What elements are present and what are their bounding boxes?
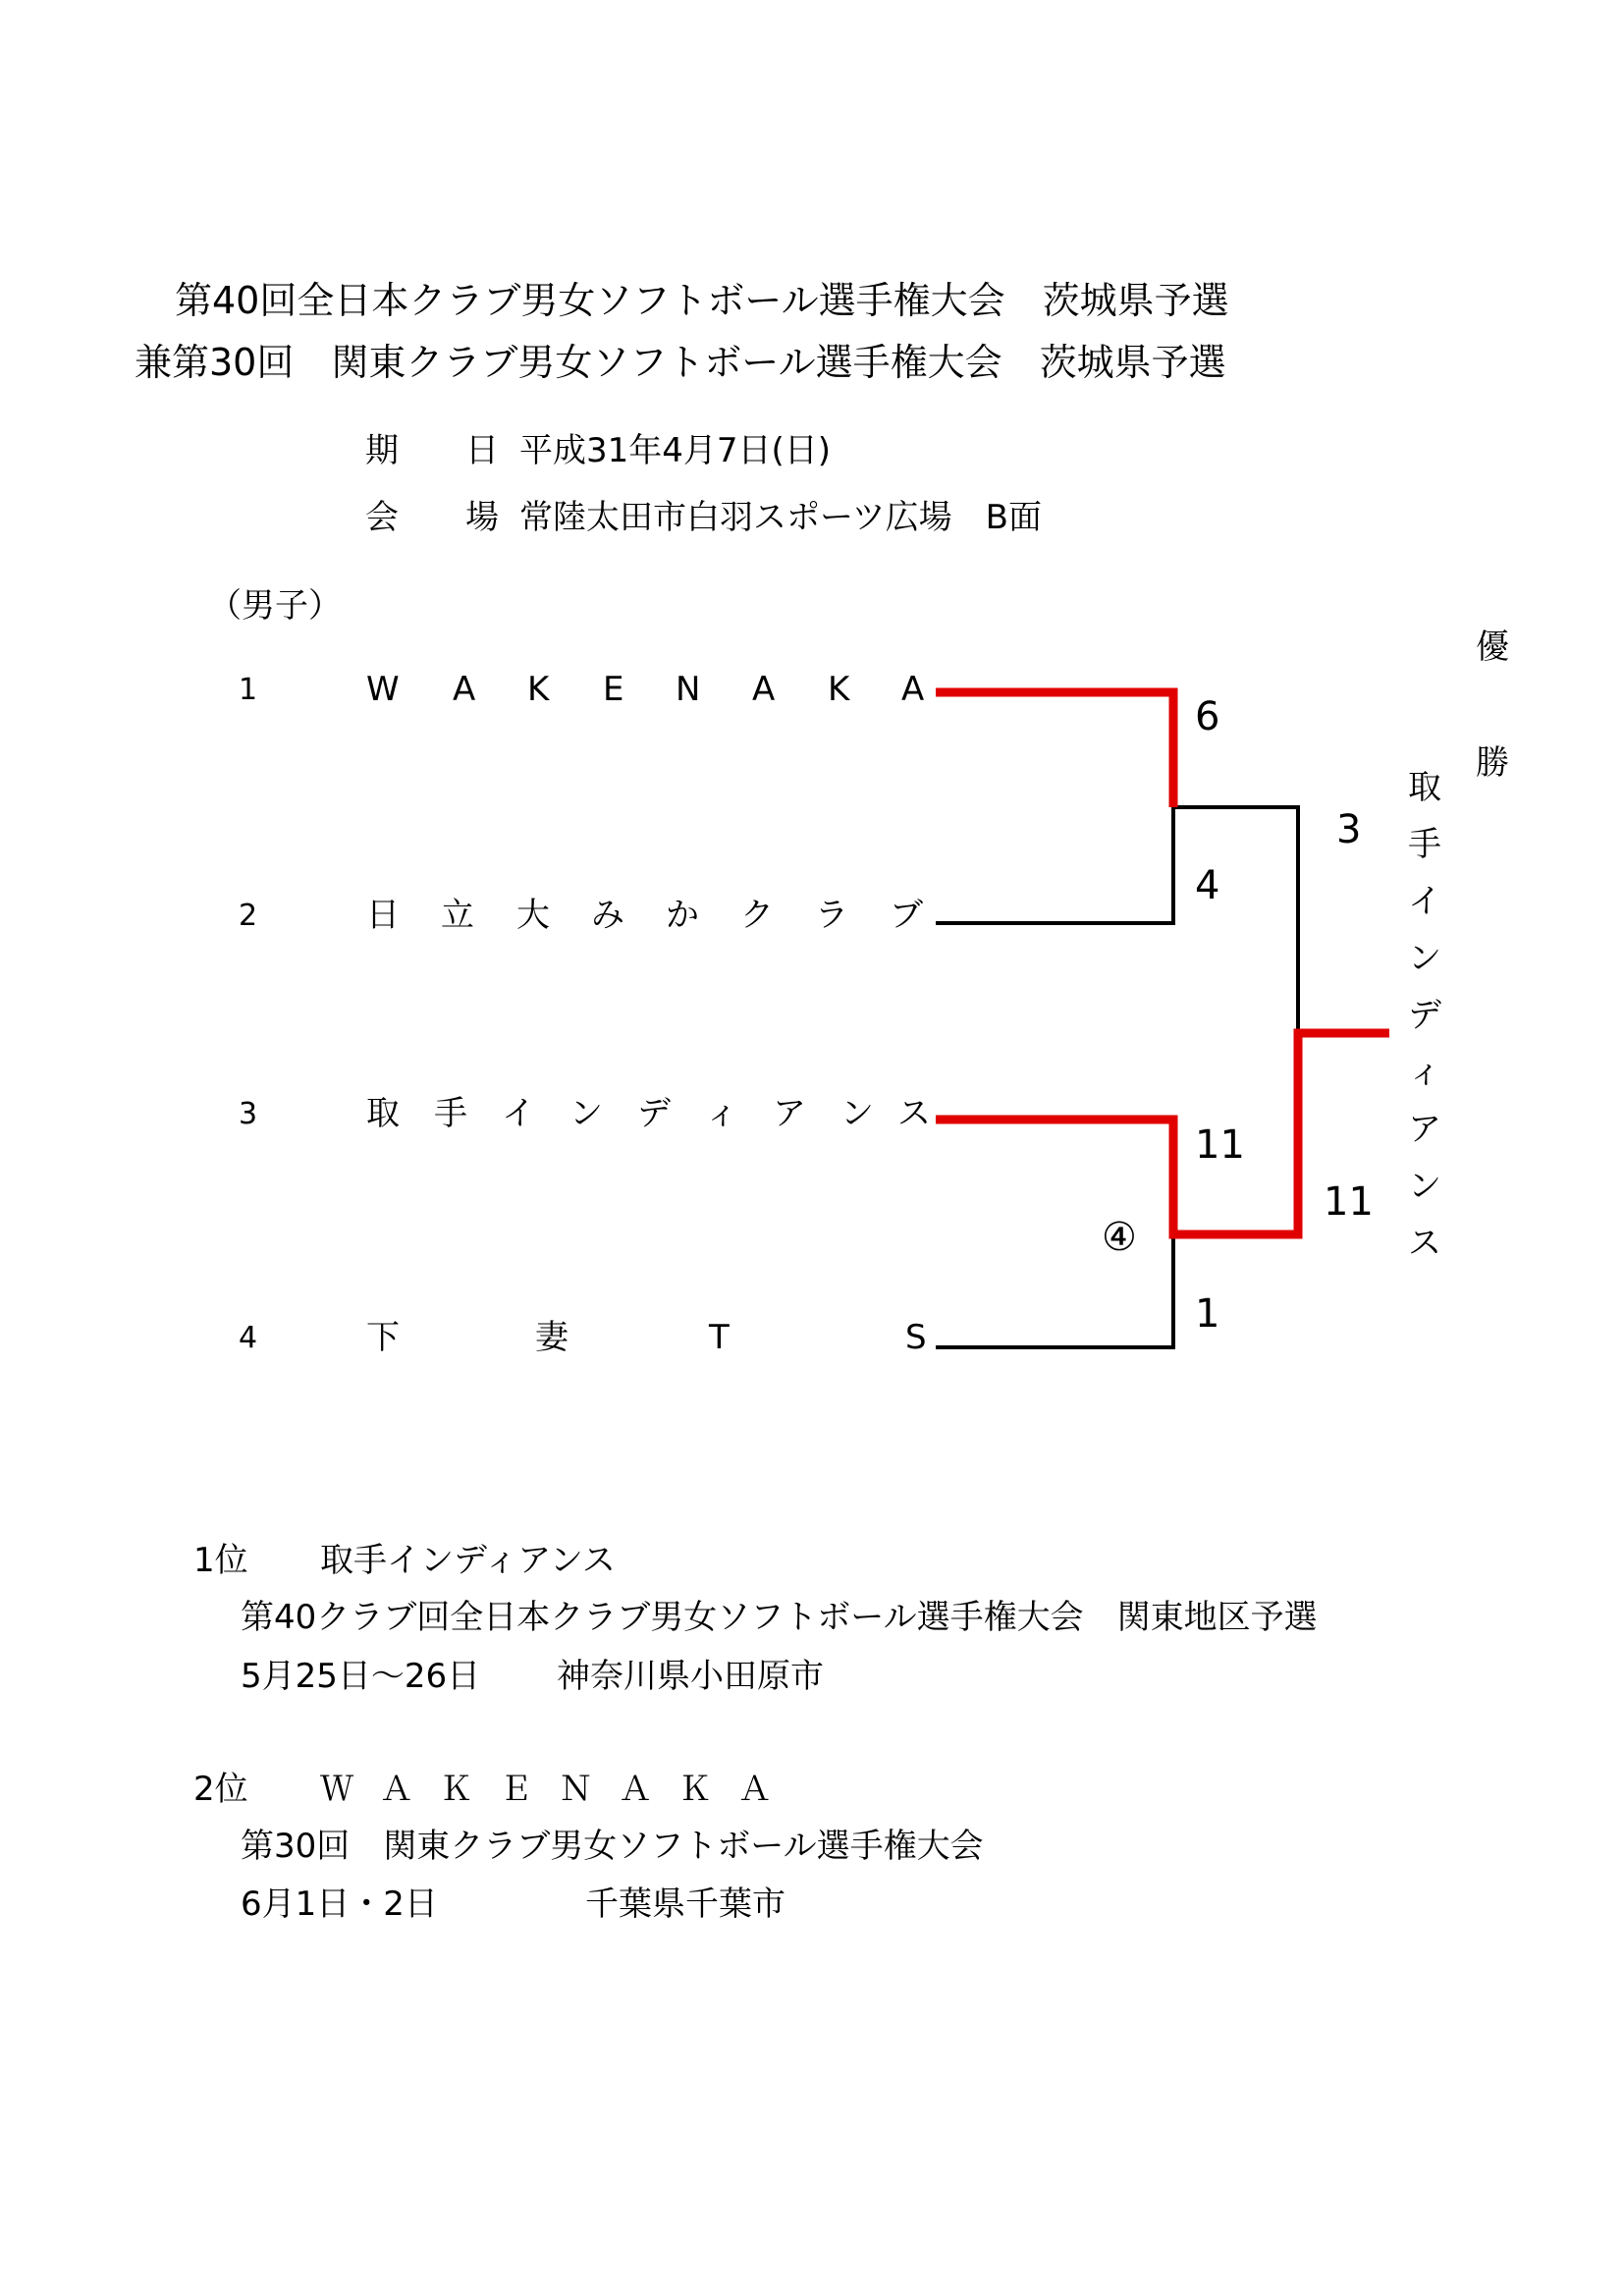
team-char: W <box>366 670 400 709</box>
division-label: （男子） <box>208 586 342 626</box>
bracket-line-team-3-win <box>936 1033 1389 1234</box>
seed-3: 3 <box>239 1097 258 1131</box>
team-char: S <box>905 1318 927 1357</box>
venue-value: 常陸太田市白羽スポーツ広場 B面 <box>519 498 1042 537</box>
result-dates: 6月1日・2日 <box>241 1885 438 1924</box>
winner-char: イ <box>1408 882 1441 921</box>
result-location: 神奈川県小田原市 <box>557 1657 824 1696</box>
winner-char: ィ <box>1408 1053 1441 1092</box>
team-char: 下 <box>366 1318 400 1357</box>
team-char: E <box>603 670 624 709</box>
champion-char-1: 優 <box>1476 628 1509 667</box>
venue-label: 会 場 <box>365 498 499 537</box>
winner-char: ン <box>1408 939 1441 978</box>
result-event: 第40クラブ回全日本クラブ男女ソフトボール選手権大会 関東地区予選 <box>241 1598 1318 1637</box>
team-char: ン <box>569 1094 603 1133</box>
winner-char: 取 <box>1408 768 1441 807</box>
bracket-line-team-4 <box>936 1234 1173 1347</box>
seed-2: 2 <box>239 899 258 933</box>
team-char: ス <box>897 1094 931 1133</box>
result-place: 2位 <box>193 1770 248 1809</box>
title-line-1: 第40回全日本クラブ男女ソフトボール選手権大会 茨城県予選 <box>175 279 1229 322</box>
team-char: K <box>828 670 850 709</box>
score-r1-top: 6 <box>1195 694 1220 739</box>
team-char: 手 <box>434 1094 467 1133</box>
team-char: ブ <box>890 896 923 935</box>
team-char: K <box>527 670 550 709</box>
result-team: 取手インディアンス <box>320 1541 616 1580</box>
team-char: デ <box>637 1094 671 1133</box>
team-char: イ <box>502 1094 535 1133</box>
team-char: ン <box>840 1094 874 1133</box>
score-r2-bottom: 1 <box>1195 1291 1220 1337</box>
team-char: か <box>666 896 699 935</box>
winner-char: ン <box>1408 1167 1441 1206</box>
team-char: 妻 <box>535 1318 568 1357</box>
team-char: み <box>591 896 624 935</box>
score-final-top: 3 <box>1336 807 1362 852</box>
winner-char: デ <box>1408 996 1441 1035</box>
team-char: 日 <box>366 896 400 935</box>
result-event: 第30回 関東クラブ男女ソフトボール選手権大会 <box>241 1827 984 1866</box>
bracket-line-team-2 <box>936 807 1173 923</box>
result-place: 1位 <box>193 1541 248 1580</box>
team-char: T <box>709 1318 730 1357</box>
team-char: ア <box>773 1094 806 1133</box>
team-char: N <box>676 670 701 709</box>
team-char: 取 <box>366 1094 400 1133</box>
result-location: 千葉県千葉市 <box>585 1885 785 1924</box>
team-char: ィ <box>705 1094 738 1133</box>
title-line-2: 兼第30回 関東クラブ男女ソフトボール選手権大会 茨城県予選 <box>135 341 1226 384</box>
team-char: 立 <box>441 896 474 935</box>
champion-char-2: 勝 <box>1476 743 1509 783</box>
team-char: ラ <box>815 896 848 935</box>
date-value: 平成31年4月7日(日) <box>519 431 832 470</box>
seed-1: 1 <box>239 673 258 707</box>
winner-char: ス <box>1408 1224 1441 1263</box>
bracket-line-team-1-win <box>936 692 1173 807</box>
result-dates: 5月25日～26日 <box>241 1657 481 1696</box>
winner-char: ア <box>1408 1110 1441 1149</box>
score-r1-bottom: 4 <box>1195 863 1220 908</box>
winner-char: 手 <box>1408 825 1441 864</box>
team-char: A <box>901 670 925 709</box>
team-char: A <box>752 670 776 709</box>
result-team: Ｗ Ａ Ｋ Ｅ Ｎ Ａ Ｋ Ａ <box>320 1770 780 1809</box>
score-r2-top: 11 <box>1195 1122 1245 1168</box>
team-char: ク <box>740 896 774 935</box>
date-label: 期 日 <box>365 431 499 470</box>
seed-4: 4 <box>239 1321 258 1355</box>
team-char: A <box>453 670 476 709</box>
game-number: ④ <box>1102 1215 1137 1260</box>
team-char: 大 <box>516 896 550 935</box>
bracket-line-final-top <box>1173 807 1298 1033</box>
score-final-bottom: 11 <box>1324 1179 1374 1225</box>
